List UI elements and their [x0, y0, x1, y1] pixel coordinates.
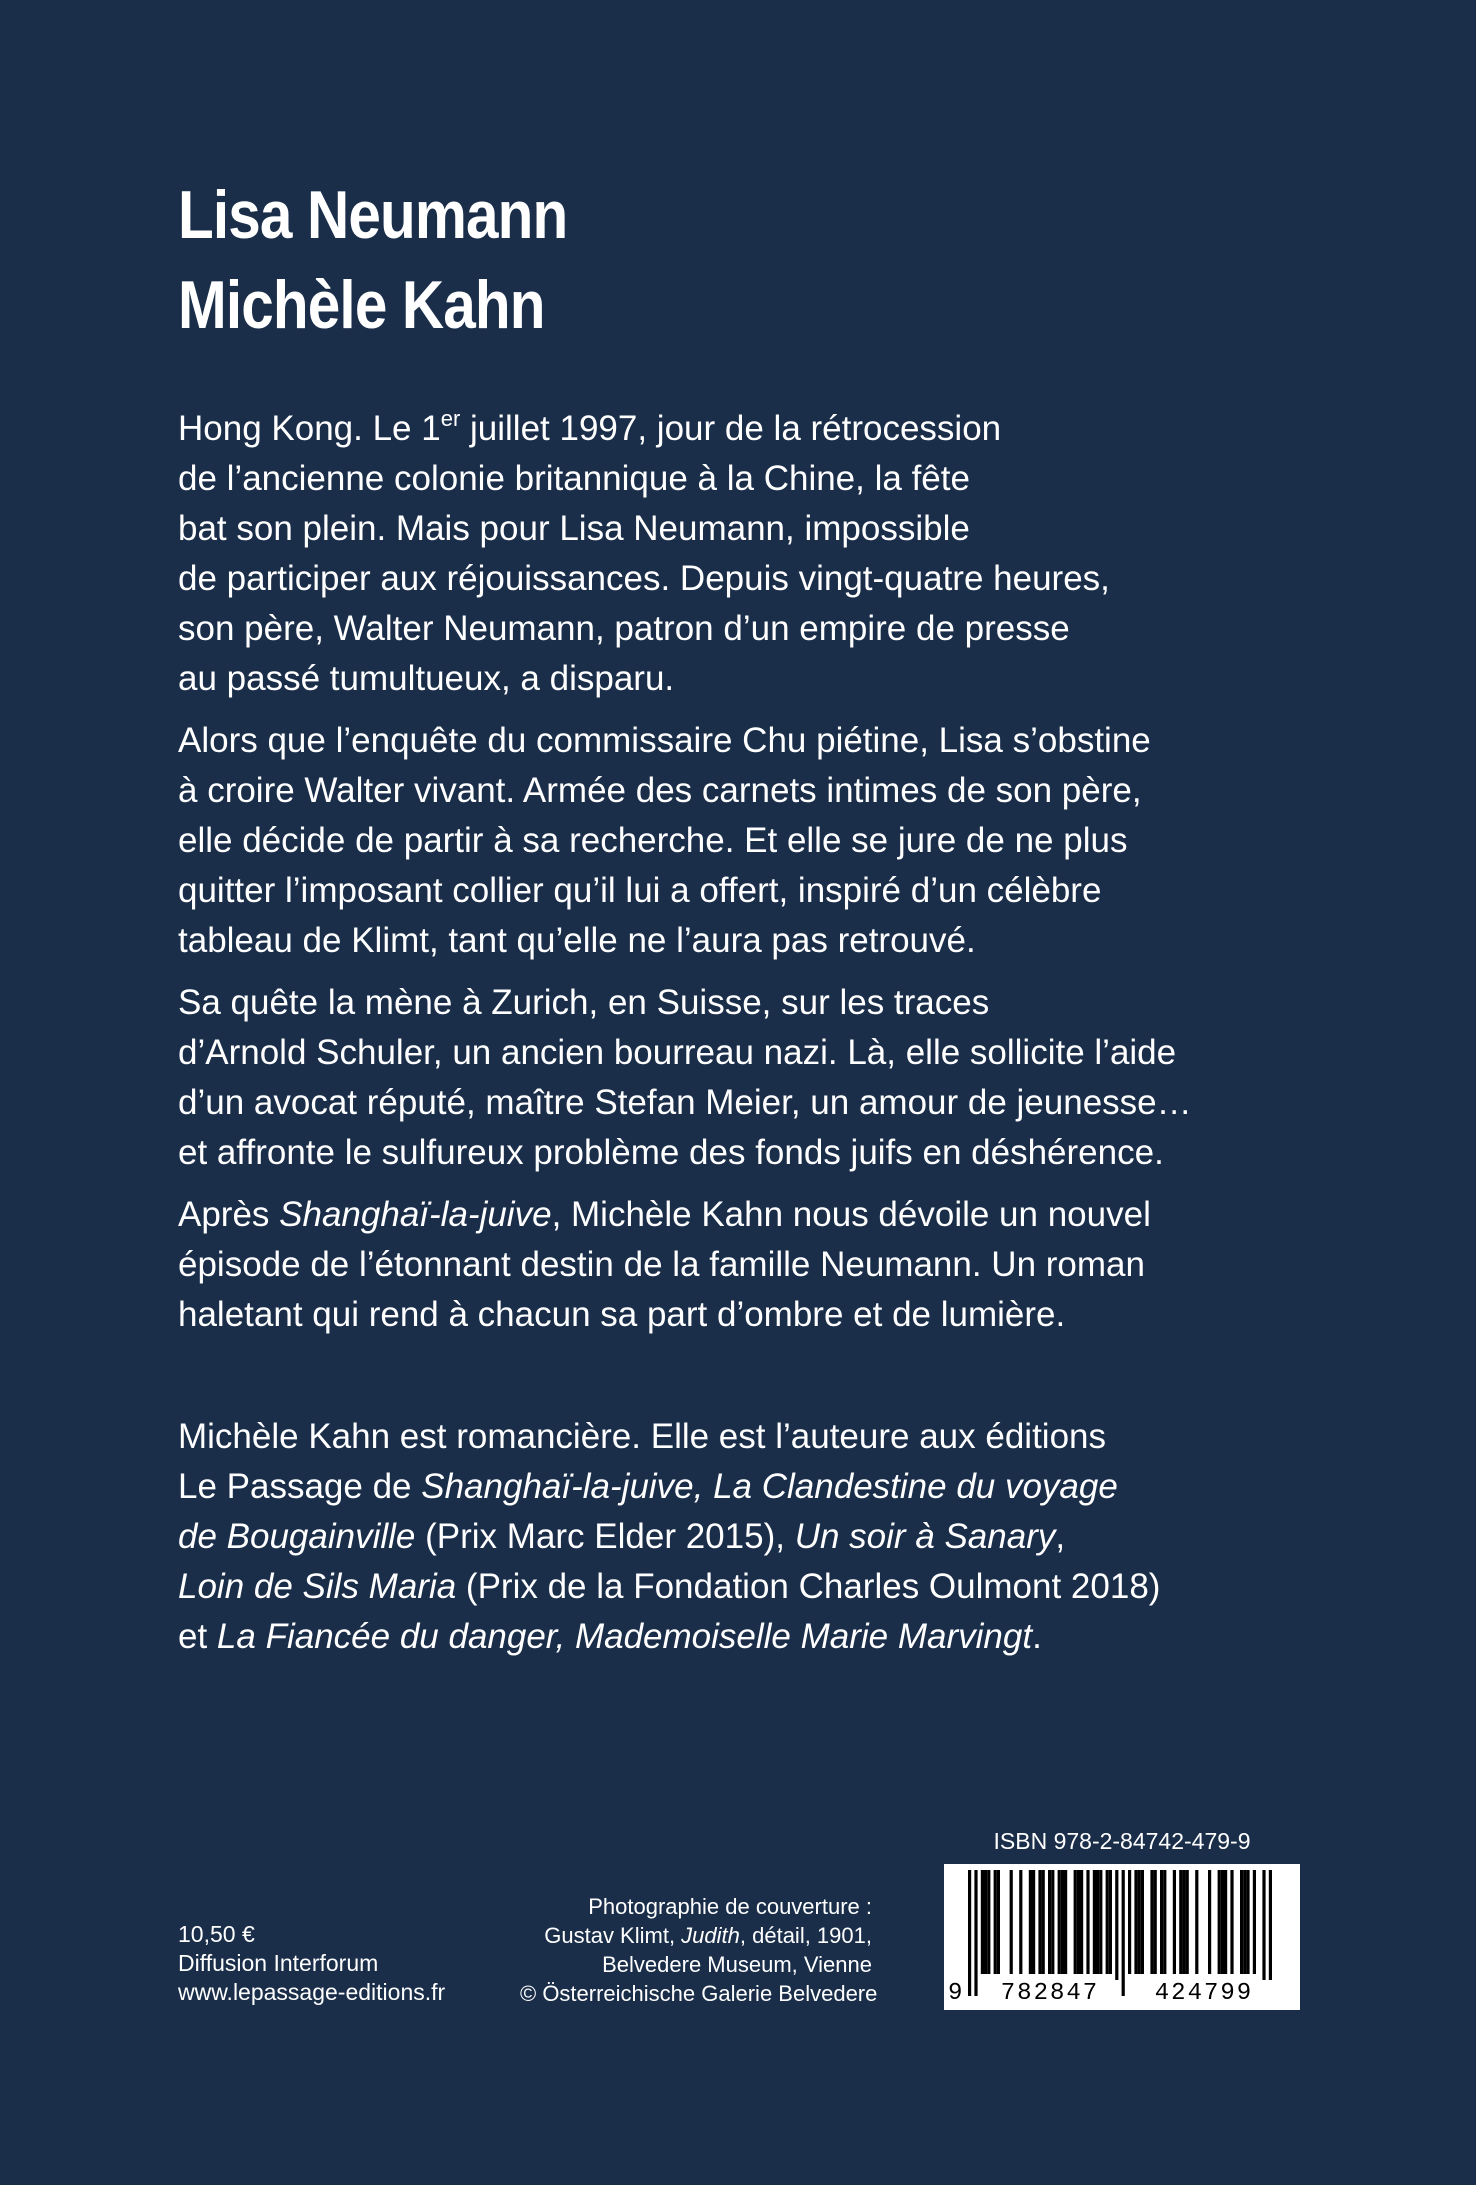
- barcode-bar: [1042, 1870, 1045, 1974]
- barcode-bar: [1080, 1870, 1083, 1974]
- barcode-bar: [1154, 1870, 1157, 1974]
- italic-title: Shanghaï-la-juive: [279, 1195, 552, 1234]
- text-line: et affronte le sulfureux problème des fonds juifs en déshérence.: [178, 1133, 1164, 1172]
- photo-credits: [520, 1892, 878, 2008]
- barcode-bar: [1208, 1870, 1211, 1974]
- barcode-bar: [997, 1870, 1000, 1974]
- text-line: Michèle Kahn est romancière. Elle est l’auteure aux éditions: [178, 1417, 1106, 1456]
- barcode-bar: [1109, 1870, 1112, 1974]
- text-line: d’Arnold Schuler, un ancien bourreau nazi. Là, elle sollicite l’aide: [178, 1033, 1177, 1072]
- barcode-bar: [1096, 1870, 1099, 1974]
- barcode-bar: [1061, 1870, 1064, 1974]
- barcode-bar: [1221, 1870, 1224, 1974]
- barcode-bar: [1128, 1870, 1131, 1974]
- barcode-bar: [1150, 1870, 1153, 1974]
- barcode-bar: [1246, 1870, 1249, 1974]
- barcode-bar: [1253, 1870, 1256, 1974]
- author-name: Michèle Kahn: [178, 267, 545, 343]
- barcode-bar: [1240, 1870, 1243, 1974]
- barcode-bar: [1262, 1870, 1265, 1996]
- barcode-bar: [1138, 1870, 1141, 1974]
- barcode-bar: [1048, 1870, 1051, 1974]
- barcode-bar: [1186, 1870, 1189, 1974]
- title-block: [178, 170, 631, 350]
- superscript: er: [440, 406, 461, 431]
- text-line: de Bougainville (Prix Marc Elder 2015), Un soir à Sanary,: [178, 1517, 1066, 1556]
- text-line: Après Shanghaï-la-juive, Michèle Kahn nous dévoile un nouvel: [178, 1195, 1151, 1234]
- synopsis-paragraph-4: [178, 1190, 1338, 1340]
- barcode-bar: [1099, 1870, 1102, 1974]
- synopsis-paragraph-3: [178, 978, 1338, 1178]
- author-bio: [178, 1412, 1338, 1662]
- distribution: Diffusion Interforum: [178, 1950, 379, 1976]
- barcode-bar: [1122, 1870, 1125, 1996]
- text-line: elle décide de partir à sa recherche. Et elle se jure de ne plus: [178, 821, 1128, 860]
- barcode-bar: [974, 1870, 977, 1996]
- barcode-digits: [944, 1980, 1300, 2008]
- italic-title: Loin de Sils Maria: [178, 1567, 457, 1606]
- barcode-bar: [1058, 1870, 1061, 1974]
- synopsis-paragraph-1: [178, 404, 1338, 704]
- italic-title: Shanghaï-la-juive, La Clandestine du voyage: [421, 1467, 1118, 1506]
- text-line: Hong Kong. Le 1er juillet 1997, jour de la rétrocession: [178, 406, 1002, 448]
- text-line: Le Passage de Shanghaï-la-juive, La Clandestine du voyage: [178, 1467, 1118, 1506]
- barcode-bar: [1086, 1870, 1089, 1974]
- barcode-bar: [1038, 1870, 1041, 1974]
- barcode-bar: [1230, 1870, 1233, 1974]
- barcode-bar: [1029, 1870, 1032, 1974]
- text-line: d’un avocat réputé, maître Stefan Meier, un amour de jeunesse…: [178, 1083, 1192, 1122]
- credits-line: Gustav Klimt, Judith, détail, 1901,: [544, 1923, 872, 1948]
- text-line: tableau de Klimt, tant qu’elle ne l’aura pas retrouvé.: [178, 921, 976, 960]
- barcode-digits-left: 782847: [980, 1980, 1120, 2008]
- text-line: épisode de l’étonnant destin de la famille Neumann. Un roman: [178, 1245, 1145, 1284]
- barcode: [944, 1864, 1300, 2010]
- synopsis: [178, 404, 1338, 1352]
- barcode-bar: [1115, 1870, 1118, 1996]
- barcode-bar: [1010, 1870, 1013, 1974]
- book-title: Lisa Neumann: [178, 177, 568, 253]
- barcode-bar: [1163, 1870, 1166, 1974]
- isbn-label: ISBN 978-2-84742-479-9: [993, 1828, 1251, 1854]
- text-line: son père, Walter Neumann, patron d’un empire de presse: [178, 609, 1070, 648]
- barcode-bar: [1134, 1870, 1137, 1974]
- text-line: haletant qui rend à chacun sa part d’ombre et de lumière.: [178, 1295, 1066, 1334]
- italic-title: Judith: [681, 1923, 740, 1948]
- barcode-bar: [1093, 1870, 1096, 1974]
- text-line: de l’ancienne colonie britannique à la Chine, la fête: [178, 459, 970, 498]
- barcode-bar: [1218, 1870, 1221, 1974]
- italic-title: de Bougainville: [178, 1517, 416, 1556]
- barcode-bar: [1160, 1870, 1163, 1974]
- price: 10,50 €: [178, 1921, 255, 1947]
- credits-line: Belvedere Museum, Vienne: [602, 1952, 872, 1977]
- text-line: Sa quête la mène à Zurich, en Suisse, sur les traces: [178, 983, 990, 1022]
- barcode-bar: [1019, 1870, 1022, 1974]
- barcode-bar: [1224, 1870, 1227, 1974]
- italic-title: La Fiancée du danger, Mademoiselle Marie Marvingt: [216, 1617, 1033, 1656]
- barcode-bar: [1064, 1870, 1067, 1974]
- barcode-bar: [1106, 1870, 1109, 1974]
- barcode-bar: [1179, 1870, 1182, 1974]
- barcode-bar: [1195, 1870, 1198, 1974]
- text-line: de participer aux réjouissances. Depuis vingt-quatre heures,: [178, 559, 1110, 598]
- barcode-bar: [994, 1870, 997, 1974]
- barcode-bar: [1173, 1870, 1176, 1974]
- barcode-bar: [987, 1870, 990, 1974]
- credits-line: © Österreichische Galerie Belvedere: [520, 1981, 878, 2006]
- text-line: quitter l’imposant collier qu’il lui a offert, inspiré d’un célèbre: [178, 871, 1102, 910]
- website: www.lepassage-editions.fr: [178, 1979, 446, 2005]
- barcode-bar: [984, 1870, 987, 1974]
- text-line: au passé tumultueux, a disparu.: [178, 659, 675, 698]
- synopsis-paragraph-2: [178, 716, 1338, 966]
- barcode-digit-first: 9: [948, 1980, 963, 2007]
- text-line: Loin de Sils Maria (Prix de la Fondation Charles Oulmont 2018): [178, 1567, 1161, 1606]
- text-line: bat son plein. Mais pour Lisa Neumann, impossible: [178, 509, 970, 548]
- barcode-bar: [981, 1870, 984, 1974]
- barcode-digits-right: 424799: [1132, 1980, 1276, 2008]
- barcode-bar: [968, 1870, 971, 1996]
- barcode-bar: [1269, 1870, 1272, 1996]
- text-line: Alors que l’enquête du commissaire Chu piétine, Lisa s’obstine: [178, 721, 1151, 760]
- barcode-bar: [1141, 1870, 1144, 1974]
- barcode-bar: [1032, 1870, 1035, 1974]
- italic-title: Un soir à Sanary: [794, 1517, 1056, 1556]
- barcode-bar: [1077, 1870, 1080, 1974]
- barcode-bar: [1074, 1870, 1077, 1974]
- publisher-info: [178, 1920, 445, 2007]
- barcode-bar: [1243, 1870, 1246, 1974]
- barcode-bar: [1182, 1870, 1185, 1974]
- text-line: et La Fiancée du danger, Mademoiselle Marie Marvingt.: [178, 1617, 1042, 1656]
- text-line: à croire Walter vivant. Armée des carnets intimes de son père,: [178, 771, 1142, 810]
- barcode-bar: [1051, 1870, 1054, 1974]
- credits-heading: Photographie de couverture :: [588, 1894, 872, 1919]
